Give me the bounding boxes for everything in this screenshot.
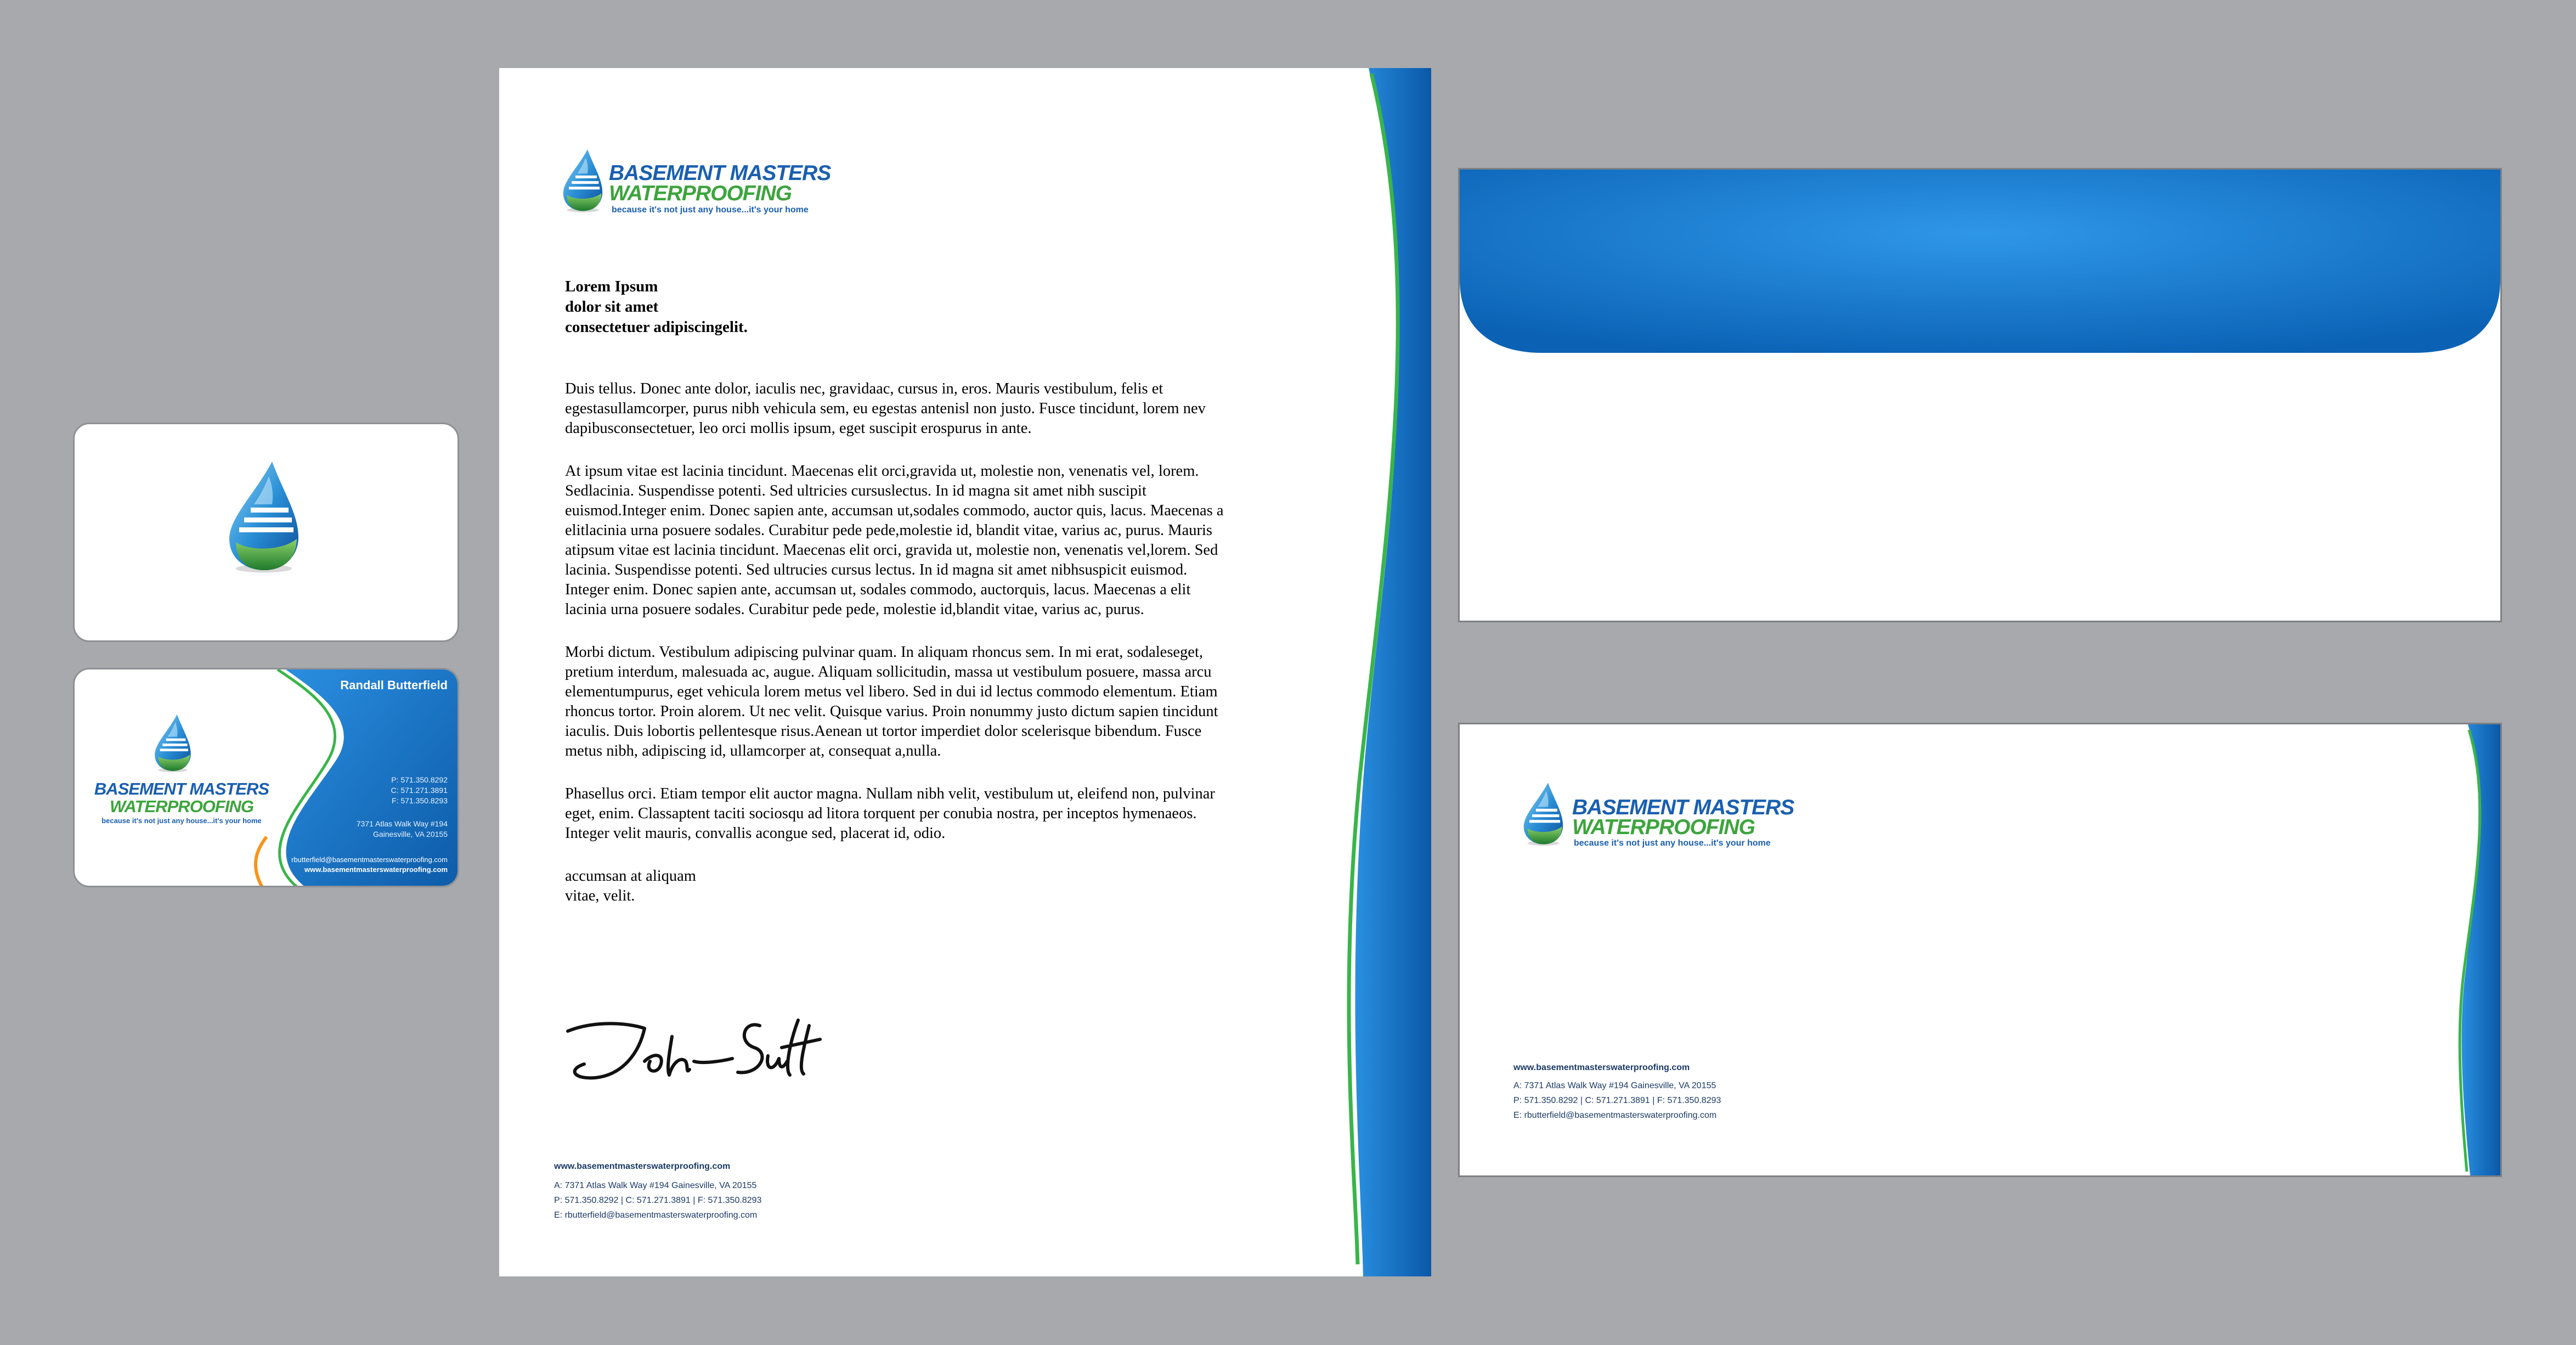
card-brand-line2: WATERPROOFING	[110, 797, 253, 816]
letter-footer-address: A: 7371 Atlas Walk Way #194 Gainesville, VA 20155	[554, 1181, 757, 1190]
envelope-website: www.basementmasterswaterproofing.com	[1513, 1063, 1690, 1072]
letter-heading-line1: Lorem Ipsum	[565, 278, 658, 295]
letter-heading-line2: dolor sit amet	[565, 298, 659, 316]
card-phone: P: 571.350.8292	[391, 775, 448, 784]
letter-footer	[554, 1159, 761, 1223]
letter-closing-line1: accumsan at aliquam	[565, 868, 696, 885]
card-holder-name: Randall Butterfield	[340, 678, 448, 692]
water-drop-logo-icon	[560, 148, 606, 215]
envelope-front	[1458, 723, 2502, 1177]
water-drop-logo-icon	[151, 713, 194, 774]
letterhead-tagline: because it's not just any house...it's your home	[612, 205, 809, 215]
letter-paragraph: Morbi dictum. Vestibulum adipiscing pulvinar quam. In aliquam rhoncus sem. In mi erat, sodaleseget, pretium interdum, malesuada ac, augue. Aliquam sollicitudin, massa ut vestibulum posuere, massa arcu elementumpurus, eget vehicula lorem metus vel libero. Sed in dui id lectus commodo elementum. Etiam rhoncus tortor. Proin alorem. Ut nec velit. Quisque varius. Proin nonummy justo dictum sapien tincidunt iaculis. Duis lobortis pellentesque risus.Aenean ut tortor imperdiet dolor scelerisque bibendum. Fusce metus nibh, adipiscing id, ullamcorper at, consequat a,nulla.	[565, 644, 1218, 759]
envelope-brand-line2: WATERPROOFING	[1572, 815, 1755, 839]
card-cell: C: 571.271.3891	[391, 786, 448, 795]
letterhead-brand-line1: BASEMENT MASTERS	[609, 161, 831, 185]
envelope-email: E: rbutterfield@basementmasterswaterproofing.com	[1513, 1111, 1717, 1120]
card-phone-block	[316, 775, 448, 806]
letter-paragraph: At ipsum vitae est lacinia tincidunt. Maecenas elit orci,gravida ut, molestie non, venenatis vel, lorem. Sedlacinia. Suspendisse potenti. Sed ultricies cursuslectus. In id magna sit amet nibh suscipit euismod.Integer enim. Donec sapien ante, accumsan ut,sodales commodo, auctor quis, lacus. Maecenas a elitlacinia urna posuere sodales. Curabitur pede pede,molestie id, blandit vitae, varius ac, purus. Mauris atipsum vitae est lacinia tincidunt. Maecenas elit orci, gravida ut, molestie non, venenatis vel,lorem. Sed lacinia. Suspendisse potenti. Sed ultrucies cursus lectus. In id magna sit amet nibhsuspicit euismod. Integer enim. Donec sapien ante, accumsan ut, sodales commodo, auctorquis, lacus. Maecenas a elit lacinia urna posuere sodales. Curabitur pede pede, molestie id,blandit vitae, varius ac, purus.	[565, 463, 1224, 618]
envelope-back	[1458, 168, 2502, 622]
card-fax: F: 571.350.8293	[392, 796, 448, 805]
water-drop-logo-icon	[1520, 781, 1567, 848]
card-brand-line1: BASEMENT MASTERS	[94, 779, 269, 798]
card-email: rbutterfield@basementmasterswaterproofing.com	[291, 856, 448, 864]
envelope-flap	[1460, 170, 2500, 356]
letter-heading-line3: consectetuer adipiscingelit.	[565, 318, 748, 336]
letterhead	[499, 68, 1431, 1276]
envelope-return-address	[1513, 1060, 1721, 1123]
card-tagline: because it's not just any house...it's your home	[101, 817, 262, 825]
letterhead-brand-line2: WATERPROOFING	[609, 182, 792, 205]
letter-footer-email: E: rbutterfield@basementmasterswaterproofing.com	[554, 1211, 758, 1220]
letter-heading	[565, 277, 748, 337]
water-drop-logo-icon	[223, 460, 305, 575]
letter-body	[565, 379, 1226, 906]
card-address-line1: 7371 Atlas Walk Way #194	[356, 819, 448, 828]
envelope-tagline: because it's not just any house...it's your home	[1574, 838, 1771, 848]
envelope-phones: P: 571.350.8292 | C: 571.271.3891 | F: 571.350.8293	[1513, 1096, 1721, 1105]
card-address-line2: Gainesville, VA 20155	[373, 830, 448, 838]
letter-footer-website: www.basementmasterswaterproofing.com	[554, 1162, 731, 1171]
envelope-address: A: 7371 Atlas Walk Way #194 Gainesville, VA 20155	[1513, 1081, 1716, 1090]
letter-footer-phones: P: 571.350.8292 | C: 571.271.3891 | F: 571.350.8293	[554, 1196, 762, 1205]
card-contact-block	[239, 855, 448, 875]
card-address-block	[316, 819, 448, 840]
letter-paragraph: Phasellus orci. Etiam tempor elit auctor magna. Nullam nibh velit, vestibulum ut, eleifend non, pulvinar eget, enim. Classaptent taciti sociosqu ad litora torquent per conubia nostra, per inceptos hymenaeos. Integer velit mauris, convallis acongue sed, placerat id, odio.	[565, 785, 1215, 842]
card-website: www.basementmasterswaterproofing.com	[304, 865, 448, 874]
envelope-brand-line1: BASEMENT MASTERS	[1572, 796, 1794, 819]
business-card-back	[73, 668, 459, 887]
business-card-front	[73, 423, 459, 642]
letter-paragraph: Duis tellus. Donec ante dolor, iaculis nec, gravidaac, cursus in, eros. Mauris vestibulum, felis et egestasullamcorper, purus nibh vehicula sem, eu egestas antenisl non justo. Fusce tincidunt, lorem nev dapibusconsectetuer, leo orci mollis ipsum, eget suscipit erospurus in ante.	[565, 380, 1206, 437]
letter-closing-line2: vitae, velit.	[565, 887, 635, 904]
signature-icon	[562, 1009, 826, 1091]
